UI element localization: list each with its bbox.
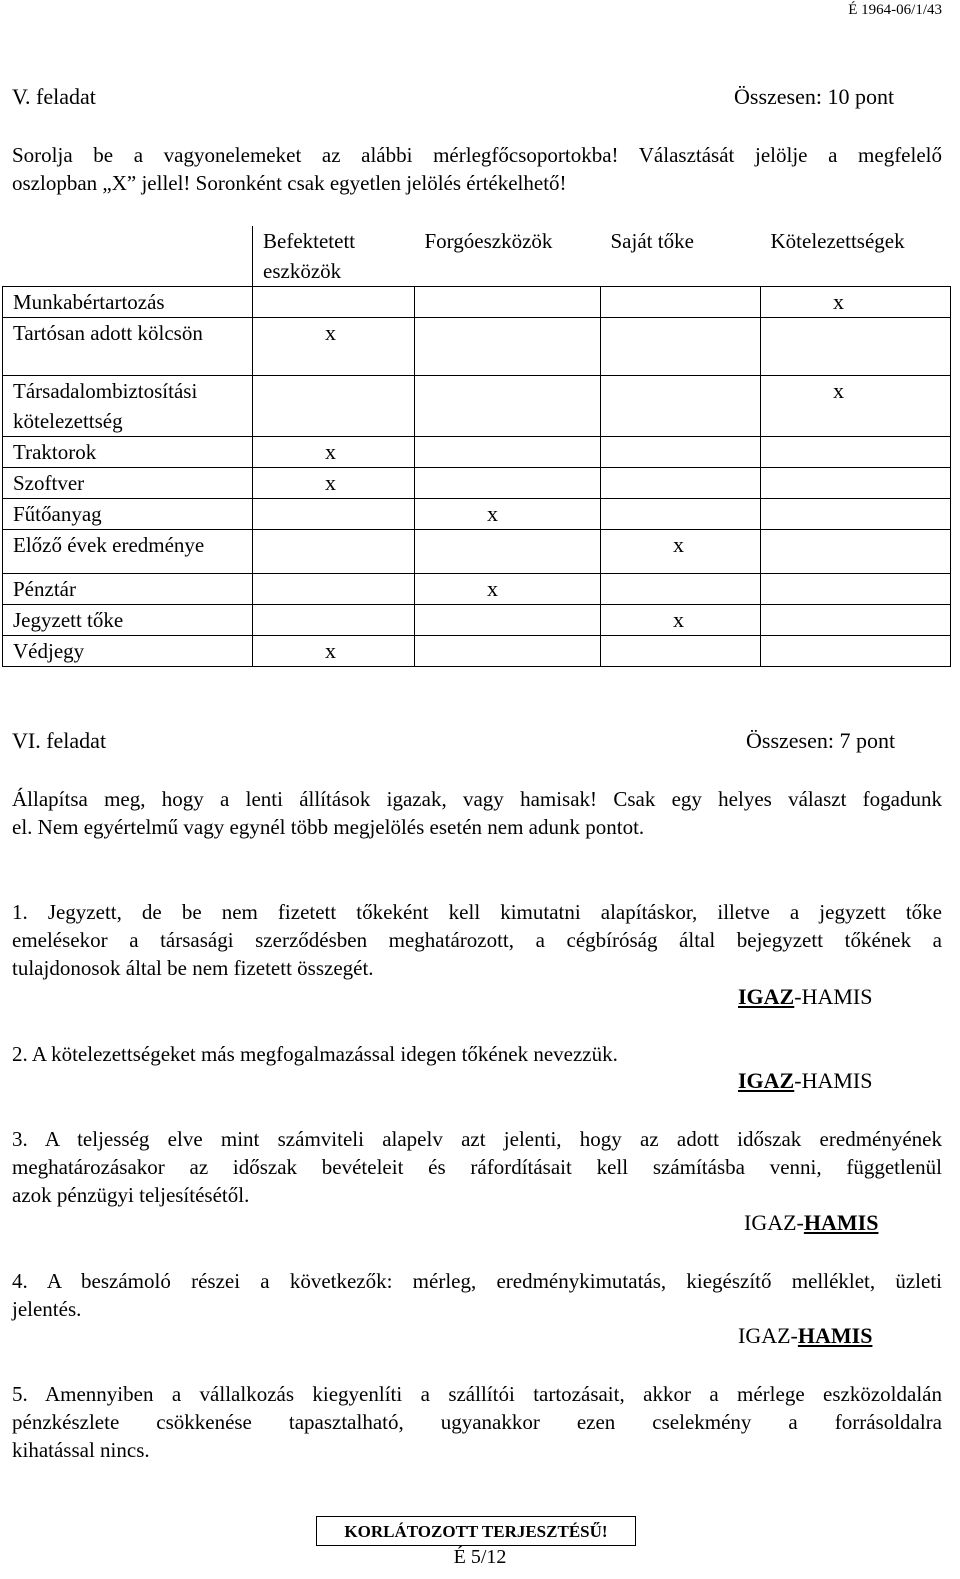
table-row	[3, 574, 951, 605]
answer-hamis: HAMIS	[801, 1068, 873, 1093]
mark-cell	[253, 499, 415, 530]
statement-3-line1: 3. A teljesség elve mint számviteli alapelv azt jelenti, hogy az adott időszak eredményének	[12, 1127, 942, 1151]
mark-cell	[601, 287, 761, 318]
mark-cell	[253, 605, 415, 636]
mark-cell	[601, 499, 761, 530]
statement-3-answer: IGAZ-HAMIS	[744, 1210, 879, 1235]
statement-1-line1: 1. Jegyzett, de be nem fizetett tőkeként kell kimutatni alapításkor, illetve a jegyzett tőke	[12, 900, 942, 924]
document-code: É 1964-06/1/43	[848, 2, 942, 18]
mark-cell	[253, 530, 415, 574]
answer-hamis: HAMIS	[801, 984, 873, 1009]
row-label: Traktorok	[3, 437, 253, 468]
row-label: Tartósan adott kölcsön	[3, 318, 253, 376]
row-label: Társadalombiztosítási kötelezettség	[3, 376, 253, 437]
statement-2-answer: IGAZ-HAMIS	[738, 1068, 873, 1093]
table-row	[3, 499, 951, 530]
page-number: É 5/12	[453, 1546, 507, 1568]
answer-hamis: HAMIS	[797, 1323, 873, 1348]
x-mark: x	[673, 532, 684, 557]
mark-cell	[761, 468, 951, 499]
answer-hamis: HAMIS	[803, 1210, 879, 1235]
table-row	[3, 318, 951, 376]
task5-points: Összesen: 10 pont	[734, 84, 895, 109]
answer-igaz: IGAZ	[738, 984, 795, 1009]
statement-4-line1: 4. A beszámoló részei a következők: mérleg, eredménykimutatás, kiegészítő melléklet, üzleti	[12, 1269, 942, 1293]
mark-cell	[415, 499, 601, 530]
table-header-empty	[3, 226, 253, 287]
statement-4-answer: IGAZ-HAMIS	[738, 1323, 873, 1348]
x-mark: x	[325, 470, 336, 495]
mark-cell	[415, 468, 601, 499]
restriction-notice: KORLÁTOZOTT TERJESZTÉSŰ!	[316, 1516, 636, 1546]
task6-points: Összesen: 7 pont	[746, 728, 896, 753]
mark-cell	[761, 318, 951, 376]
column-header-forgoeszkozok: Forgóeszközök	[424, 229, 553, 253]
mark-cell	[253, 468, 415, 499]
mark-cell	[761, 574, 951, 605]
mark-cell	[415, 636, 601, 667]
mark-cell	[253, 318, 415, 376]
table-row	[3, 376, 951, 437]
statement-1-line3: tulajdonosok által be nem fizetett összegét.	[12, 956, 374, 980]
mark-cell	[253, 636, 415, 667]
mark-cell	[761, 530, 951, 574]
task6-instruction-line1: Állapítsa meg, hogy a lenti állítások igazak, vagy hamisak! Csak egy helyes választ fogadunk	[12, 787, 942, 811]
mark-cell	[415, 287, 601, 318]
mark-cell	[415, 605, 601, 636]
table-row	[3, 468, 951, 499]
row-label: Szoftver	[3, 468, 253, 499]
x-mark: x	[325, 638, 336, 663]
table-row	[3, 605, 951, 636]
task6-title: VI. feladat	[12, 728, 107, 753]
row-label: Pénztár	[3, 574, 253, 605]
statement-5-line2: pénzkészlete csökkenése tapasztalható, ugyanakkor ezen cselekmény a forrásoldalra	[12, 1410, 942, 1434]
column-header-kotelezettsegek: Kötelezettségek	[770, 229, 905, 253]
statement-5-line1: 5. Amennyiben a vállalkozás kiegyenlíti a szállítói tartozásait, akkor a mérlege eszközoldalán	[12, 1382, 942, 1406]
classification-table	[2, 226, 951, 667]
x-mark: x	[325, 439, 336, 464]
mark-cell	[601, 605, 761, 636]
mark-cell	[253, 574, 415, 605]
mark-cell	[601, 437, 761, 468]
x-mark: x	[833, 378, 844, 403]
statement-1-line2: emelésekor a társasági szerződésben meghatározott, a cégbíróság által bejegyzett tőkének a	[12, 928, 942, 952]
statement-2-line1: 2. A kötelezettségeket más megfogalmazással idegen tőkének nevezzük.	[12, 1042, 618, 1066]
row-label: Védjegy	[3, 636, 253, 667]
mark-cell	[601, 574, 761, 605]
mark-cell	[415, 574, 601, 605]
mark-cell	[601, 468, 761, 499]
mark-cell	[761, 499, 951, 530]
column-header-befektetett: Befektetett eszközök	[253, 226, 415, 287]
x-mark: x	[833, 289, 844, 314]
row-label: Munkabértartozás	[3, 287, 253, 318]
answer-igaz: IGAZ	[738, 1068, 795, 1093]
task5-instruction-line1: Sorolja be a vagyonelemeket az alábbi mérlegfőcsoportokba! Választását jelölje a megfelelő	[12, 143, 942, 167]
mark-cell	[761, 287, 951, 318]
row-label: Előző évek eredménye	[3, 530, 253, 574]
x-mark: x	[673, 607, 684, 632]
x-mark: x	[487, 501, 498, 526]
answer-igaz: IGAZ	[744, 1210, 797, 1235]
statement-5-line3: kihatással nincs.	[12, 1438, 150, 1462]
table-row	[3, 636, 951, 667]
mark-cell	[761, 376, 951, 437]
mark-cell	[415, 437, 601, 468]
mark-cell	[415, 376, 601, 437]
task5-instruction-line2: oszlopban „X” jellel! Soronként csak egyetlen jelölés értékelhető!	[12, 171, 567, 195]
table-header-row	[3, 226, 951, 287]
mark-cell	[601, 530, 761, 574]
task5-title: V. feladat	[12, 84, 96, 109]
mark-cell	[253, 287, 415, 318]
statement-3-line3: azok pénzügyi teljesítésétől.	[12, 1183, 250, 1207]
table-row	[3, 530, 951, 574]
task6-instruction-line2: el. Nem egyértelmű vagy egynél több megjelölés esetén nem adunk pontot.	[12, 815, 645, 839]
mark-cell	[415, 318, 601, 376]
mark-cell	[415, 530, 601, 574]
table-row	[3, 437, 951, 468]
mark-cell	[601, 636, 761, 667]
mark-cell	[761, 437, 951, 468]
mark-cell	[601, 318, 761, 376]
mark-cell	[253, 437, 415, 468]
mark-cell	[601, 376, 761, 437]
mark-cell	[761, 636, 951, 667]
x-mark: x	[487, 576, 498, 601]
row-label: Fűtőanyag	[3, 499, 253, 530]
x-mark: x	[325, 320, 336, 345]
table-row	[3, 287, 951, 318]
statement-3-line2: meghatározásakor az időszak bevételeit és ráfordításait kell számításba venni, függetlenül	[12, 1155, 942, 1179]
answer-igaz: IGAZ	[738, 1323, 791, 1348]
statement-4-line2: jelentés.	[12, 1297, 82, 1321]
row-label: Jegyzett tőke	[3, 605, 253, 636]
statement-1-answer: IGAZ-HAMIS	[738, 984, 873, 1009]
column-header-sajat-toke: Saját tőke	[610, 229, 694, 253]
mark-cell	[253, 376, 415, 437]
mark-cell	[761, 605, 951, 636]
